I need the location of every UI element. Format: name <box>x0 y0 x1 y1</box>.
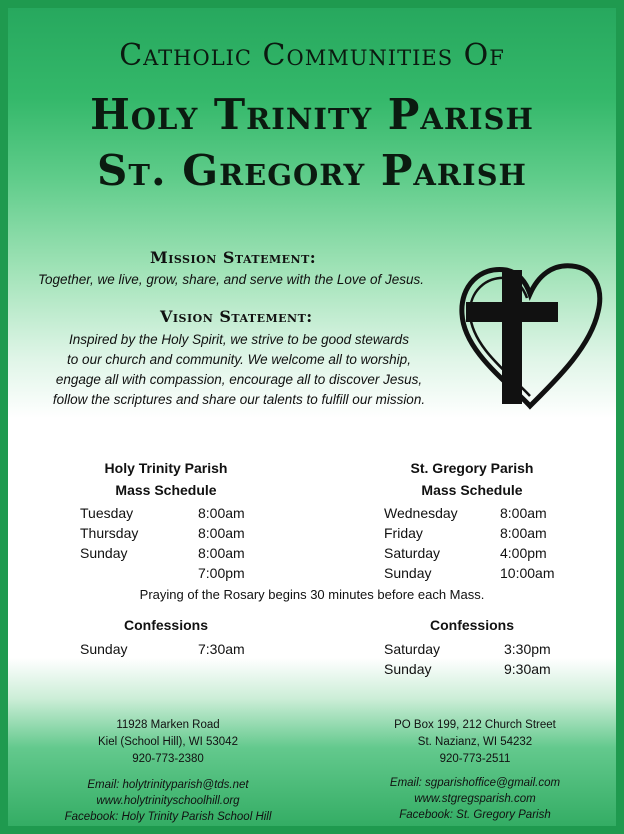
confession-day: Saturday <box>384 641 441 657</box>
website-link[interactable]: www.stgregsparish.com <box>414 793 536 805</box>
address-line: PO Box 199, 212 Church Street <box>394 719 556 731</box>
mass-day: Sunday <box>80 545 128 561</box>
st-gregory-confessions-heading: Confessions <box>429 617 514 633</box>
mass-time: 8:00am <box>500 525 547 541</box>
address-line: St. Nazianz, WI 54232 <box>417 736 533 748</box>
mission-heading: Mission Statement: <box>150 248 317 267</box>
website-link[interactable]: www.holytrinityschoolhill.org <box>96 795 240 807</box>
st-gregory-mass-heading: Mass Schedule <box>421 482 523 498</box>
facebook-link[interactable]: Facebook: Holy Trinity Parish School Hill <box>64 811 272 823</box>
facebook-link[interactable]: Facebook: St. Gregory Parish <box>399 809 551 821</box>
mass-time: 8:00am <box>198 505 245 521</box>
holy-trinity-address <box>68 717 268 768</box>
st-gregory-contact <box>370 775 580 823</box>
address-line: 920-773-2511 <box>439 753 511 765</box>
holy-trinity-mass-heading: Mass Schedule <box>115 482 217 498</box>
mass-time: 4:00pm <box>500 545 547 561</box>
mass-time: 10:00am <box>500 565 555 581</box>
holy-trinity-name: Holy Trinity Parish <box>104 460 228 476</box>
list-item <box>384 639 574 659</box>
rosary-note: Praying of the Rosary begins 30 minutes before each Mass. <box>139 587 485 602</box>
mass-day: Friday <box>384 525 423 541</box>
st-gregory-address <box>370 717 580 768</box>
mission-text: Together, we live, grow, share, and serve with the Love of Jesus. <box>38 272 424 287</box>
mass-day: Thursday <box>80 525 139 541</box>
confession-time: 3:30pm <box>504 641 551 657</box>
holy-trinity-title: Holy Trinity Parish <box>90 90 534 139</box>
mass-day: Tuesday <box>80 505 134 521</box>
address-line: 920-773-2380 <box>132 753 204 765</box>
list-item <box>384 503 574 523</box>
list-item <box>80 563 260 583</box>
mass-day: Wednesday <box>384 505 458 521</box>
mass-time: 8:00am <box>500 505 547 521</box>
vision-line: Inspired by the Holy Spirit, we strive to be good stewards <box>69 332 409 347</box>
vision-heading: Vision Statement: <box>160 307 313 326</box>
list-item <box>384 659 574 679</box>
subtitle-heading: Catholic Communities Of <box>119 38 505 73</box>
st-gregory-name: St. Gregory Parish <box>410 460 534 476</box>
list-item <box>384 523 574 543</box>
list-item <box>80 543 260 563</box>
list-item <box>80 503 260 523</box>
vision-line: to our church and community. We welcome all to worship, <box>67 352 411 367</box>
list-item <box>80 523 260 543</box>
confession-day: Sunday <box>80 641 128 657</box>
confession-time: 7:30am <box>198 641 245 657</box>
list-item <box>384 563 574 583</box>
mass-time: 7:00pm <box>198 565 245 581</box>
vision-line: engage all with compassion, encourage all to discover Jesus, <box>55 372 423 387</box>
confession-time: 9:30am <box>504 661 551 677</box>
email-link[interactable]: Email: holytrinityparish@tds.net <box>87 779 249 791</box>
vision-line: follow the scriptures and share our talents to fulfill our mission. <box>52 392 426 407</box>
email-link[interactable]: Email: sgparishoffice@gmail.com <box>389 777 561 789</box>
vision-text <box>30 330 448 410</box>
address-line: 11928 Marken Road <box>116 719 220 731</box>
confession-day: Sunday <box>384 661 432 677</box>
holy-trinity-contact <box>58 777 278 825</box>
mass-time: 8:00am <box>198 525 245 541</box>
mass-time: 8:00am <box>198 545 245 561</box>
holy-trinity-confessions-heading: Confessions <box>123 617 208 633</box>
mass-day: Sunday <box>384 565 432 581</box>
st-gregory-title: St. Gregory Parish <box>97 146 527 195</box>
list-item <box>80 639 260 659</box>
address-line: Kiel (School Hill), WI 53042 <box>98 736 238 748</box>
mass-day: Saturday <box>384 545 441 561</box>
st-gregory-mass-list <box>384 503 574 583</box>
cross-heart-icon <box>452 256 608 412</box>
holy-trinity-mass-list <box>80 503 260 583</box>
list-item <box>384 543 574 563</box>
